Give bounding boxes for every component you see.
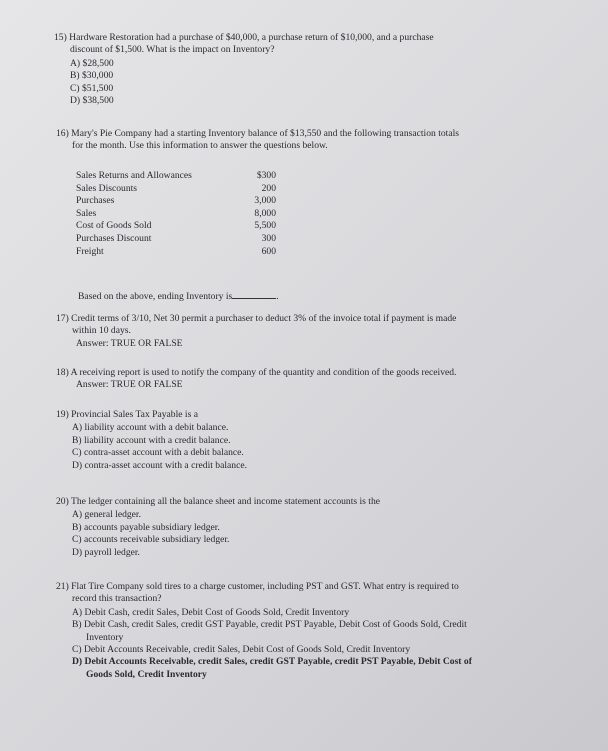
- question-21-options: [72, 607, 556, 681]
- option-c: C) Debit Accounts Receivable, credit Sales, Debit Cost of Goods Sold, Credit Inventory: [72, 644, 411, 656]
- question-15-options: [70, 58, 554, 108]
- option-b-text: B) Debit Cash, credit Sales, credit GST Payable, credit PST Payable, Debit Cost of Goods Sold, Credit: [72, 619, 467, 631]
- table-row: [76, 170, 276, 183]
- question-20: [56, 496, 556, 559]
- row-label: Freight: [76, 245, 104, 257]
- question-20-options: [72, 509, 556, 559]
- row-label: Sales Returns and Allowances: [76, 170, 192, 181]
- question-19-options: [72, 422, 556, 472]
- question-18-answer: Answer: TRUE OR FALSE: [76, 379, 183, 391]
- option-b: [72, 619, 556, 644]
- prompt-period: .: [276, 291, 279, 302]
- row-value: 8,000: [254, 207, 276, 219]
- row-value: 200: [261, 182, 276, 194]
- option-d: D) contra-asset account with a credit balance.: [72, 459, 248, 471]
- table-row: [76, 220, 276, 233]
- answer-blank: [232, 289, 276, 299]
- question-21-text: [56, 581, 556, 606]
- option-d-text: D) Debit Accounts Receivable, credit Sales, credit GST Payable, credit PST Payable, Debit Cost of: [72, 656, 472, 668]
- row-value: 300: [261, 232, 276, 244]
- question-15-text: [54, 32, 554, 57]
- option-d-continuation: Goods Sold, Credit Inventory: [86, 668, 207, 680]
- table-row: [76, 246, 276, 259]
- question-15-line-1: 15) Hardware Restoration had a purchase of $40,000, a purchase return of $10,000, and a purchase: [54, 32, 434, 43]
- option-b: B) liability account with a credit balance.: [72, 434, 231, 446]
- question-16: [56, 128, 556, 153]
- row-value: $300: [256, 170, 276, 181]
- question-16-line-1: 16) Mary's Pie Company had a starting Inventory balance of $13,550 and the following transaction totals: [56, 128, 459, 139]
- question-15-line-2: discount of $1,500. What is the impact on Inventory?: [70, 44, 275, 56]
- question-19-text: 19) Provincial Sales Tax Payable is a: [56, 409, 198, 420]
- option-a: A) $28,500: [70, 57, 114, 69]
- option-a: A) general ledger.: [72, 509, 141, 521]
- prompt-text: Based on the above, ending Inventory is: [78, 291, 233, 302]
- option-c: C) accounts receivable subsidiary ledger.: [72, 534, 230, 546]
- option-d: [72, 656, 556, 681]
- table-row: [76, 233, 276, 246]
- option-a: A) liability account with a debit balance.: [72, 422, 229, 434]
- question-21-line-1: 21) Flat Tire Company sold tires to a charge customer, including PST and GST. What entry is required to: [56, 581, 459, 592]
- question-15: [54, 32, 554, 107]
- row-label: Sales Discounts: [76, 182, 138, 194]
- option-c: C) $51,500: [70, 82, 114, 94]
- table-row: [76, 183, 276, 196]
- question-16-text: [56, 128, 556, 153]
- question-17-line-2: within 10 days.: [72, 325, 131, 337]
- question-18-text: 18) A receiving report is used to notify the company of the quantity and condition of the goods received.: [56, 367, 457, 378]
- question-17: [56, 313, 556, 350]
- transaction-totals-table: [76, 170, 276, 258]
- option-d: D) $38,500: [70, 95, 114, 107]
- row-label: Cost of Goods Sold: [76, 220, 152, 232]
- option-b-continuation: Inventory: [86, 631, 124, 643]
- option-b: B) $30,000: [70, 70, 114, 82]
- table-row: [76, 195, 276, 208]
- question-21-line-2: record this transaction?: [72, 593, 162, 605]
- question-17-line-1: 17) Credit terms of 3/10, Net 30 permit a purchaser to deduct 3% of the invoice total if payment is made: [56, 313, 457, 324]
- option-b: B) accounts payable subsidiary ledger.: [72, 521, 220, 533]
- option-a: A) Debit Cash, credit Sales, Debit Cost of Goods Sold, Credit Inventory: [72, 606, 350, 618]
- question-21: [56, 581, 556, 681]
- question-17-answer: Answer: TRUE OR FALSE: [76, 337, 183, 349]
- row-value: 600: [261, 245, 276, 257]
- question-17-text: [56, 313, 556, 338]
- row-label: Purchases Discount: [76, 232, 152, 244]
- table-row: [76, 208, 276, 221]
- option-d: D) payroll ledger.: [72, 546, 140, 558]
- row-value: 5,500: [254, 220, 276, 232]
- option-c: C) contra-asset account with a debit balance.: [72, 447, 244, 459]
- row-label: Sales: [76, 207, 97, 219]
- row-value: 3,000: [254, 195, 276, 207]
- question-18: [56, 367, 556, 392]
- question-19: [56, 409, 556, 472]
- question-16-prompt: [78, 289, 478, 303]
- question-20-text: 20) The ledger containing all the balance sheet and income statement accounts is the: [56, 496, 381, 507]
- row-label: Purchases: [76, 195, 115, 207]
- question-16-line-2: for the month. Use this information to answer the questions below.: [72, 140, 328, 152]
